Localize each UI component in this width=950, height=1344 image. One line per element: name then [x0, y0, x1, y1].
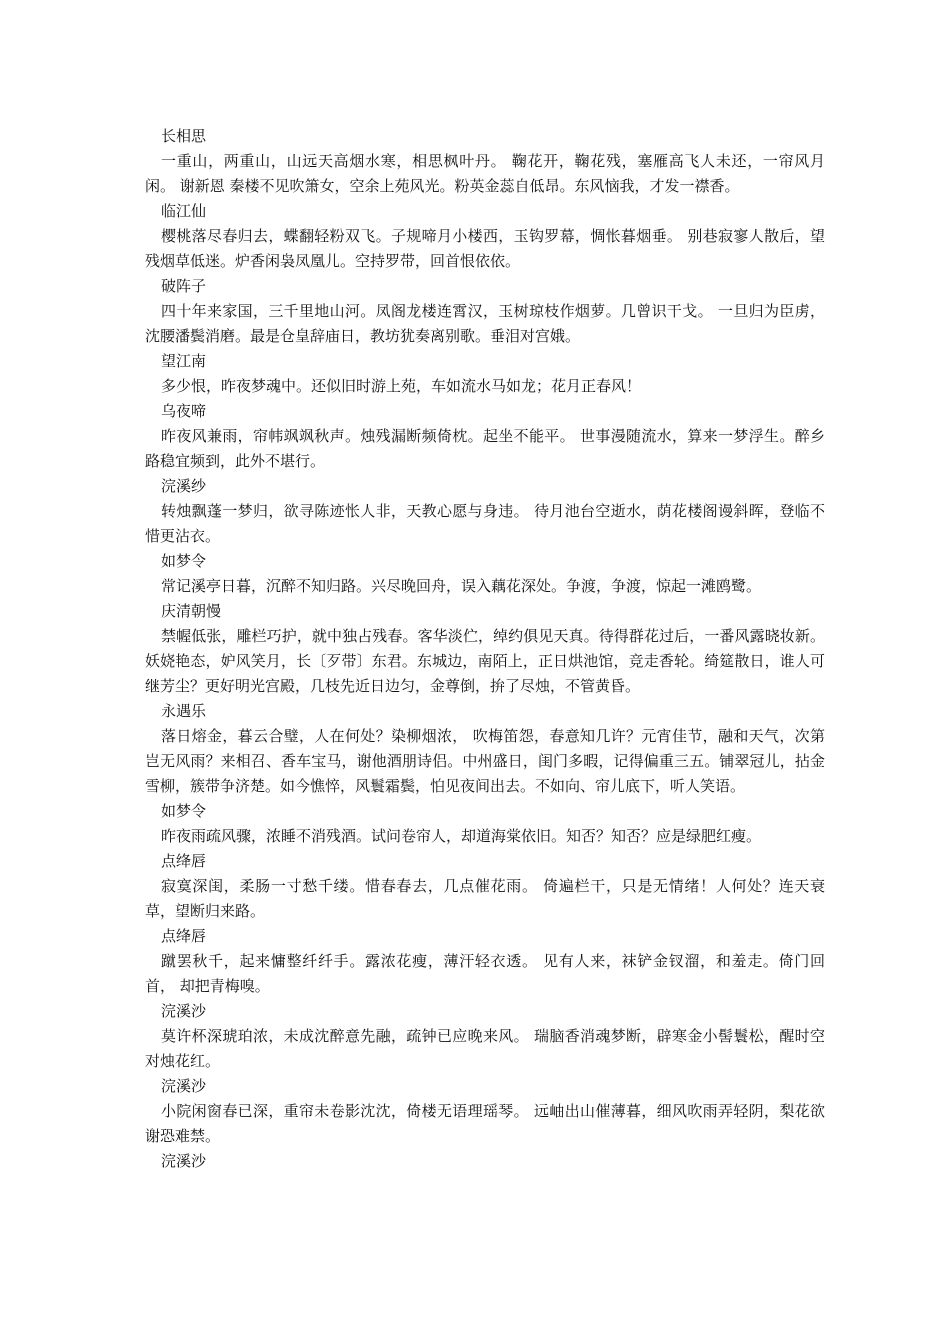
poem-entry: [145, 399, 825, 474]
poem-title: 浣溪沙: [161, 1002, 207, 1020]
poem-title: 庆清朝慢: [161, 602, 222, 620]
poem-text: 转烛飘蓬一梦归，欲寻陈迹怅人非，天教心愿与身违。 待月池台空逝水，荫花楼阁谩斜晖，登临不惜更沾衣。: [145, 502, 825, 545]
poem-text: 常记溪亭日暮，沉醉不知归路。兴尽晚回舟，误入藕花深处。争渡，争渡，惊起一滩鸥鹭。: [161, 577, 762, 595]
poem-title: 如梦令: [161, 552, 207, 570]
poem-text: 昨夜风兼雨，帘帏飒飒秋声。烛残漏断频倚枕。起坐不能平。 世事漫随流水，算来一梦浮生。醉乡路稳宜频到，此外不堪行。: [145, 427, 825, 470]
poem-entry: [145, 474, 825, 549]
poem-entry: [145, 274, 825, 349]
poem-title: 点绛唇: [161, 852, 207, 870]
poem-title: 永遇乐: [161, 702, 207, 720]
poem-text: 禁幄低张，雕栏巧护，就中独占残春。客华淡伫，绰约俱见天真。待得群花过后，一番风露晓妆新。妖娆艳态，妒风笑月，长〔歹带〕东君。东城边，南陌上，正日烘池馆，竞走香轮。绮筵散日，谁人可继芳尘？更好明光宫殿，几枝先近日边匀，金尊倒，拚了尽烛，不管黄昏。: [145, 627, 825, 695]
poem-entry: [145, 349, 825, 399]
poem-entry: [145, 124, 825, 199]
poem-title: 望江南: [161, 352, 207, 370]
poem-entry: [145, 699, 825, 799]
poem-text: 蹴罢秋千，起来慵整纤纤手。露浓花瘦，薄汗轻衣透。 见有人来，袜铲金钗溜，和羞走。倚门回首， 却把青梅嗅。: [145, 952, 825, 995]
poem-entry: [145, 1074, 825, 1149]
poem-title: 乌夜啼: [161, 402, 207, 420]
poem-entry: [145, 549, 825, 599]
poem-title: 临江仙: [161, 202, 207, 220]
poem-entry: [145, 924, 825, 999]
poem-text: 樱桃落尽春归去，蝶翻轻粉双飞。子规啼月小楼西，玉钩罗幕，惆怅暮烟垂。 别巷寂寥人散后，望残烟草低迷。炉香闲袅凤凰儿。空持罗带，回首恨依依。: [145, 227, 825, 270]
poem-title: 破阵子: [161, 277, 207, 295]
poem-entry: [145, 199, 825, 274]
poem-text: 昨夜雨疏风骤，浓睡不消残酒。试问卷帘人，却道海棠依旧。知否？知否？应是绿肥红瘦。: [161, 827, 762, 845]
poem-text: 落日熔金，暮云合璧，人在何处？染柳烟浓， 吹梅笛怨，春意知几许？元宵佳节，融和天气，次第岂无风雨？来相召、香车宝马，谢他酒朋诗侣。中州盛日，闺门多暇，记得偏重三五。铺翠冠儿，拈金雪柳，簇带争济楚。如今憔悴，风鬟霜鬓，怕见夜间出去。不如向、帘儿底下，听人笑语。: [145, 727, 825, 795]
poem-text: 小院闲窗春已深，重帘未卷影沈沈，倚楼无语理瑶琴。 远岫出山催薄暮，细风吹雨弄轻阴，梨花欲谢恐难禁。: [145, 1102, 825, 1145]
poem-title: 浣溪沙: [161, 1077, 207, 1095]
poem-document: [145, 124, 825, 1174]
poem-text: 莫许杯深琥珀浓，未成沈醉意先融，疏钟已应晚来风。 瑞脑香消魂梦断，辟寒金小髻鬟松，醒时空对烛花红。: [145, 1027, 825, 1070]
poem-title: 点绛唇: [161, 927, 207, 945]
poem-entry: [145, 849, 825, 924]
poem-text: 一重山，两重山，山远天高烟水寒，相思枫叶丹。 鞠花开，鞠花残，塞雁高飞人未还，一帘风月闲。 谢新恩 秦楼不见吹箫女，空余上苑风光。粉英金蕊自低昂。东风恼我，才发一襟香。: [145, 152, 825, 195]
poem-title: 浣溪纱: [161, 477, 207, 495]
poem-text: 多少恨，昨夜梦魂中。还似旧时游上苑，车如流水马如龙；花月正春风！: [161, 377, 642, 395]
poem-title: 长相思: [161, 127, 207, 145]
poem-text: 寂寞深闺，柔肠一寸愁千缕。惜春春去，几点催花雨。 倚遍栏干，只是无情绪！人何处？连天衰草，望断归来路。: [145, 877, 825, 920]
poem-entry: [145, 999, 825, 1074]
poem-title: 如梦令: [161, 802, 207, 820]
poem-entry: [145, 799, 825, 849]
poem-title: 浣溪沙: [161, 1152, 207, 1170]
poem-entry: [145, 1149, 825, 1174]
poem-entry: [145, 599, 825, 699]
poem-text: 四十年来家国，三千里地山河。凤阁龙楼连霄汉，玉树琼枝作烟萝。几曾识干戈。 一旦归为臣虏，沈腰潘鬓消磨。最是仓皇辞庙日，教坊犹奏离别歌。垂泪对宫娥。: [145, 302, 825, 345]
